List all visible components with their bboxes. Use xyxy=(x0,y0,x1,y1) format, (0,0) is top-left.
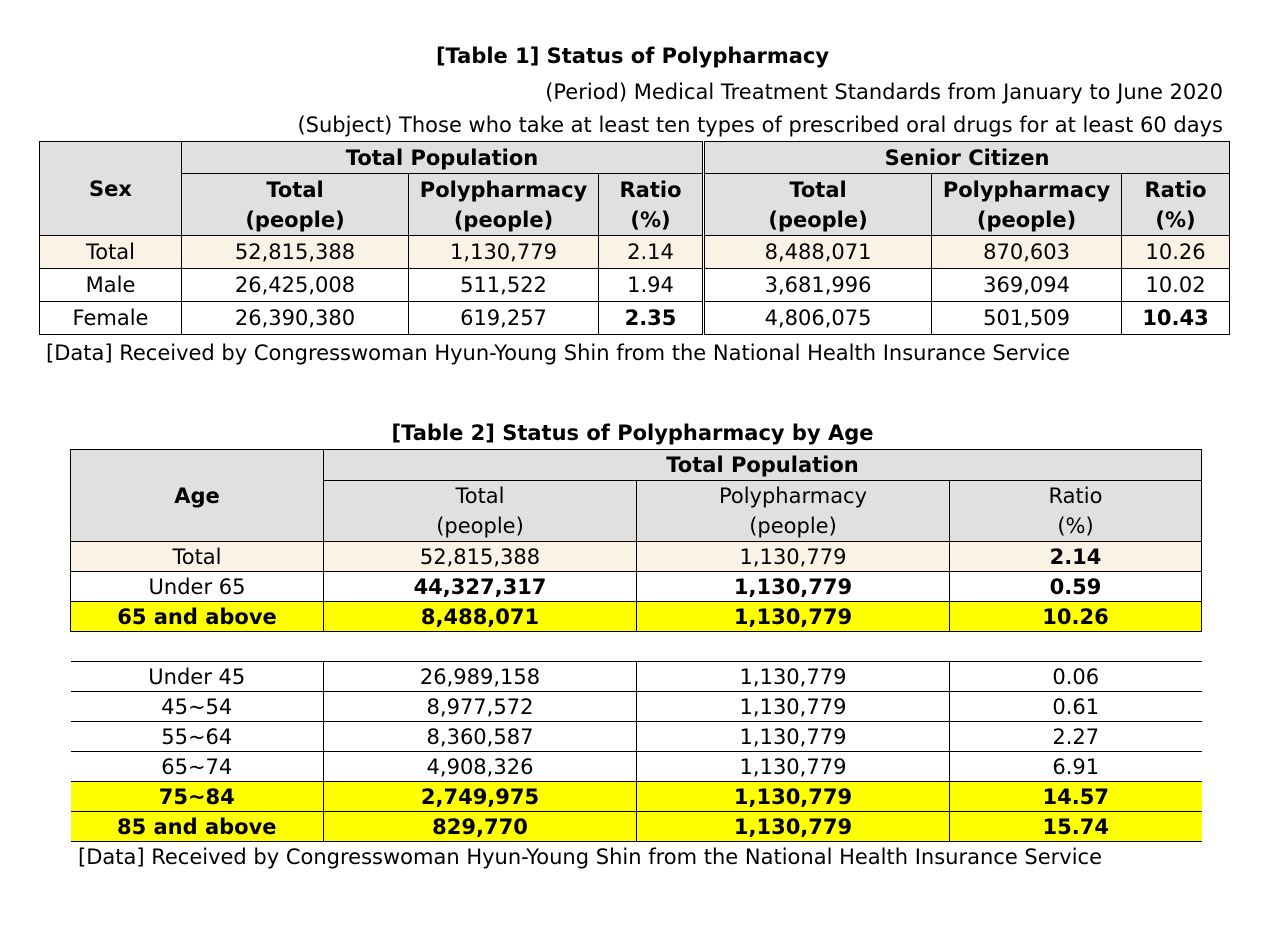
row-label: Total xyxy=(71,542,324,572)
table-row xyxy=(71,542,1202,572)
row-label: Under 45 xyxy=(71,662,324,692)
cell-ratio: 6.91 xyxy=(950,752,1202,782)
table-row xyxy=(40,236,1230,269)
cell-total: 52,815,388 xyxy=(324,542,637,572)
cell-ratio: 0.59 xyxy=(950,572,1202,602)
cell-polypharmacy: 1,130,779 xyxy=(637,662,950,692)
table-row xyxy=(71,812,1202,842)
cell-ratio: 15.74 xyxy=(950,812,1202,842)
sex-header: Sex xyxy=(40,142,182,236)
senior-citizen-header: Senior Citizen xyxy=(704,142,1230,174)
cell-total: 8,488,071 xyxy=(324,602,637,632)
cell-ratio: 0.06 xyxy=(950,662,1202,692)
cell-total: 2,749,975 xyxy=(324,782,637,812)
table-row xyxy=(40,269,1230,302)
cell-senior-total: 4,806,075 xyxy=(704,302,932,335)
cell-total: 44,327,317 xyxy=(324,572,637,602)
cell-senior-total: 8,488,071 xyxy=(704,236,932,269)
table1-title: [Table 1] Status of Polypharmacy xyxy=(435,44,830,68)
row-label: 45~54 xyxy=(71,692,324,722)
cell-polypharmacy: 619,257 xyxy=(409,302,599,335)
total-people-header: Total (people) xyxy=(324,481,637,542)
polypharmacy-by-age-table xyxy=(70,449,1202,842)
table-row xyxy=(71,692,1202,722)
table-row xyxy=(71,602,1202,632)
spacer-row xyxy=(71,632,1202,662)
cell-senior-ratio: 10.26 xyxy=(1122,236,1230,269)
senior-ratio-header: Ratio (%) xyxy=(1122,174,1230,236)
polypharmacy-people-header: Polypharmacy (people) xyxy=(409,174,599,236)
row-label: Total xyxy=(40,236,182,269)
table-row xyxy=(71,572,1202,602)
table1-period: (Period) Medical Treatment Standards from January to June 2020 xyxy=(545,80,1223,104)
table2-source: [Data] Received by Congresswoman Hyun-Young Shin from the National Health Insurance Service xyxy=(78,845,1103,869)
cell-polypharmacy: 1,130,779 xyxy=(637,812,950,842)
total-population-header: Total Population xyxy=(324,450,1202,481)
cell-ratio: 2.27 xyxy=(950,722,1202,752)
cell-polypharmacy: 511,522 xyxy=(409,269,599,302)
row-label: Under 65 xyxy=(71,572,324,602)
total-people-header: Total (people) xyxy=(182,174,409,236)
senior-polypharmacy-people-header: Polypharmacy (people) xyxy=(932,174,1122,236)
table-row xyxy=(71,722,1202,752)
table-row xyxy=(71,782,1202,812)
table-row xyxy=(40,302,1230,335)
polypharmacy-people-header: Polypharmacy (people) xyxy=(637,481,950,542)
cell-ratio: 2.35 xyxy=(599,302,704,335)
cell-polypharmacy: 1,130,779 xyxy=(637,542,950,572)
cell-polypharmacy: 1,130,779 xyxy=(409,236,599,269)
row-label: 65 and above xyxy=(71,602,324,632)
ratio-header: Ratio (%) xyxy=(950,481,1202,542)
cell-polypharmacy: 1,130,779 xyxy=(637,782,950,812)
row-label: 65~74 xyxy=(71,752,324,782)
table-row xyxy=(71,662,1202,692)
cell-ratio: 1.94 xyxy=(599,269,704,302)
spacer-cell xyxy=(71,632,1202,662)
row-label: 75~84 xyxy=(71,782,324,812)
cell-senior-ratio: 10.02 xyxy=(1122,269,1230,302)
age-header: Age xyxy=(71,450,324,542)
cell-total: 26,425,008 xyxy=(182,269,409,302)
cell-ratio: 10.26 xyxy=(950,602,1202,632)
cell-total: 829,770 xyxy=(324,812,637,842)
cell-ratio: 0.61 xyxy=(950,692,1202,722)
table2-title: [Table 2] Status of Polypharmacy by Age xyxy=(391,421,874,445)
ratio-header: Ratio (%) xyxy=(599,174,704,236)
cell-senior-total: 3,681,996 xyxy=(704,269,932,302)
total-population-header: Total Population xyxy=(182,142,704,174)
row-label: Male xyxy=(40,269,182,302)
cell-total: 26,989,158 xyxy=(324,662,637,692)
table1-subject: (Subject) Those who take at least ten types of prescribed oral drugs for at least 60 days xyxy=(297,113,1223,137)
cell-polypharmacy: 1,130,779 xyxy=(637,602,950,632)
row-label: 55~64 xyxy=(71,722,324,752)
cell-ratio: 14.57 xyxy=(950,782,1202,812)
cell-ratio: 2.14 xyxy=(599,236,704,269)
cell-polypharmacy: 1,130,779 xyxy=(637,572,950,602)
cell-polypharmacy: 1,130,779 xyxy=(637,722,950,752)
cell-total: 4,908,326 xyxy=(324,752,637,782)
cell-polypharmacy: 1,130,779 xyxy=(637,752,950,782)
cell-total: 8,360,587 xyxy=(324,722,637,752)
cell-total: 8,977,572 xyxy=(324,692,637,722)
cell-ratio: 2.14 xyxy=(950,542,1202,572)
row-label: Female xyxy=(40,302,182,335)
row-label: 85 and above xyxy=(71,812,324,842)
table1-source: [Data] Received by Congresswoman Hyun-Young Shin from the National Health Insurance Service xyxy=(46,341,1071,365)
table-row xyxy=(71,752,1202,782)
cell-polypharmacy: 1,130,779 xyxy=(637,692,950,722)
polypharmacy-table xyxy=(39,141,1230,335)
senior-total-people-header: Total (people) xyxy=(704,174,932,236)
cell-senior-polypharmacy: 501,509 xyxy=(932,302,1122,335)
cell-senior-polypharmacy: 870,603 xyxy=(932,236,1122,269)
cell-senior-ratio: 10.43 xyxy=(1122,302,1230,335)
cell-senior-polypharmacy: 369,094 xyxy=(932,269,1122,302)
cell-total: 26,390,380 xyxy=(182,302,409,335)
cell-total: 52,815,388 xyxy=(182,236,409,269)
